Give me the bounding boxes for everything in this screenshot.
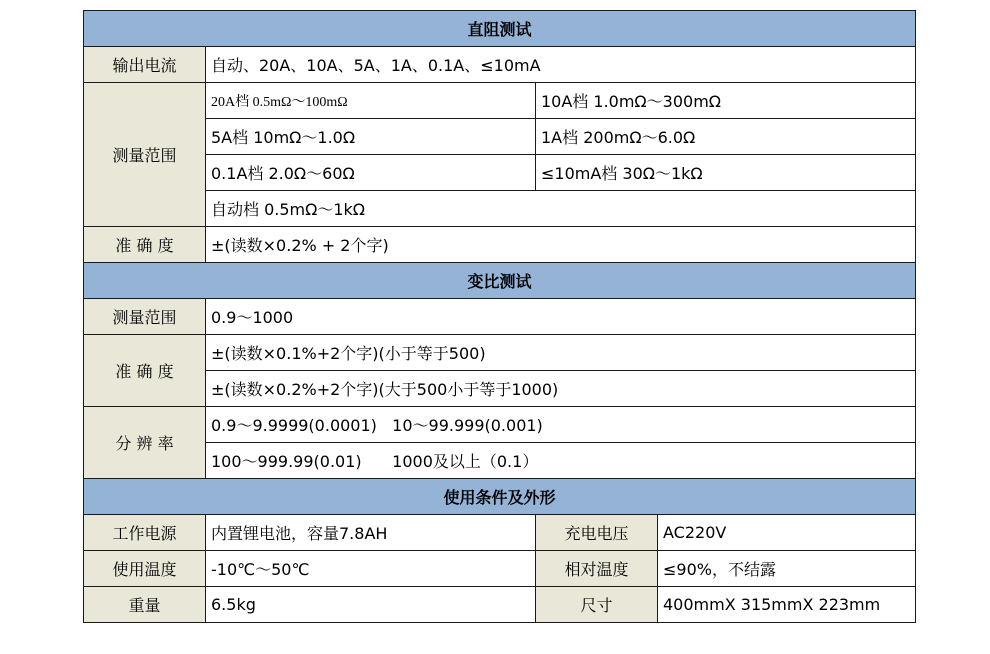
- row-dc-range-4: [84, 191, 916, 227]
- row-dc-range-1: [84, 83, 916, 119]
- row-output-current: [84, 47, 916, 83]
- section-title-conditions: 使用条件及外形: [84, 479, 916, 515]
- section-title-dc-resistance: 直阻测试: [84, 11, 916, 47]
- section-dc-resistance: [84, 11, 916, 47]
- row-ratio-resolution-2: [84, 443, 916, 479]
- row-temperature: [84, 551, 916, 587]
- value-ratio-range: 0.9～1000: [206, 299, 916, 335]
- label-dimensions: 尺寸: [536, 587, 658, 623]
- row-weight-size: [84, 587, 916, 623]
- label-output-current: 输出电流: [84, 47, 206, 83]
- label-weight: 重量: [84, 587, 206, 623]
- row-dc-accuracy: [84, 227, 916, 263]
- row-ratio-range: [84, 299, 916, 335]
- value-ratio-accuracy-low: ±(读数×0.1%+2个字)(小于等于500): [206, 335, 916, 371]
- value-range-10ma: ≤10mA档 30Ω～1kΩ: [536, 155, 916, 191]
- value-range-auto: 自动档 0.5mΩ～1kΩ: [206, 191, 916, 227]
- value-dc-accuracy: ±(读数×0.2% + 2个字): [206, 227, 916, 263]
- value-ratio-resolution-2: 100～999.99(0.01) 1000及以上（0.1）: [206, 443, 916, 479]
- value-range-0-1a: 0.1A档 2.0Ω～60Ω: [206, 155, 536, 191]
- value-charging-voltage: AC220V: [658, 515, 916, 551]
- section-ratio: [84, 263, 916, 299]
- label-ratio-range: 测量范围: [84, 299, 206, 335]
- value-range-5a: 5A档 10mΩ～1.0Ω: [206, 119, 536, 155]
- value-operating-temperature: -10℃～50℃: [206, 551, 536, 587]
- label-relative-humidity: 相对温度: [536, 551, 658, 587]
- row-power: [84, 515, 916, 551]
- label-dc-accuracy: 准 确 度: [84, 227, 206, 263]
- spec-table: [83, 10, 916, 623]
- label-charging-voltage: 充电电压: [536, 515, 658, 551]
- value-relative-humidity: ≤90%，不结露: [658, 551, 916, 587]
- value-weight: 6.5kg: [206, 587, 536, 623]
- label-ratio-resolution: 分 辨 率: [84, 407, 206, 479]
- row-ratio-resolution-1: [84, 407, 916, 443]
- label-power-supply: 工作电源: [84, 515, 206, 551]
- row-ratio-accuracy-2: [84, 371, 916, 407]
- section-title-ratio: 变比测试: [84, 263, 916, 299]
- value-ratio-accuracy-high: ±(读数×0.2%+2个字)(大于500小于等于1000): [206, 371, 916, 407]
- value-range-10a: 10A档 1.0mΩ～300mΩ: [536, 83, 916, 119]
- value-output-current: 自动、20A、10A、5A、1A、0.1A、≤10mA: [206, 47, 916, 83]
- row-ratio-accuracy-1: [84, 335, 916, 371]
- row-dc-range-3: [84, 155, 916, 191]
- label-dc-range: 测量范围: [84, 83, 206, 227]
- value-power-supply: 内置锂电池，容量7.8AH: [206, 515, 536, 551]
- value-range-20a: 20A档 0.5mΩ～100mΩ: [206, 83, 536, 119]
- label-ratio-accuracy: 准 确 度: [84, 335, 206, 407]
- value-dimensions: 400mmX 315mmX 223mm: [658, 587, 916, 623]
- value-range-1a: 1A档 200mΩ～6.0Ω: [536, 119, 916, 155]
- label-operating-temperature: 使用温度: [84, 551, 206, 587]
- section-conditions: [84, 479, 916, 515]
- row-dc-range-2: [84, 119, 916, 155]
- value-ratio-resolution-1: 0.9～9.9999(0.0001) 10～99.999(0.001): [206, 407, 916, 443]
